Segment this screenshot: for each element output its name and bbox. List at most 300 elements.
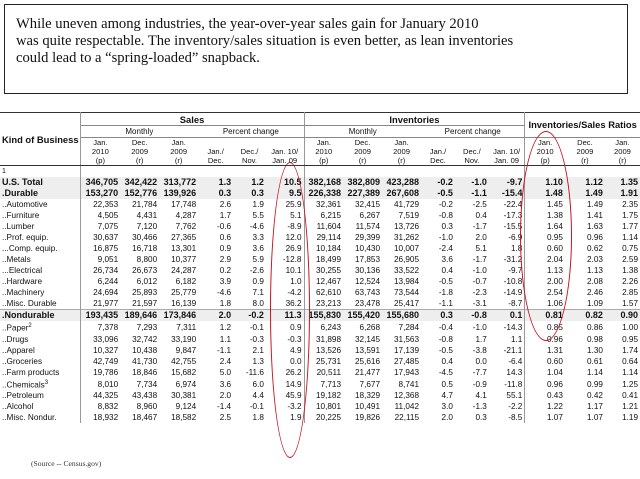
table-cell: 21,597 bbox=[132, 299, 158, 308]
table-cell: 17,139 bbox=[394, 345, 420, 355]
table-cell: 382,168 bbox=[304, 177, 343, 188]
row-label: ..Prof. equip. bbox=[0, 232, 80, 243]
table-cell: 346,705 bbox=[80, 177, 120, 188]
table-cell: 27,365 bbox=[171, 233, 197, 242]
table-cell: 1.14 bbox=[622, 367, 638, 377]
table-cell: 1.75 bbox=[622, 211, 638, 220]
table-cell: 0.9 bbox=[266, 321, 304, 334]
row-label: .Durable bbox=[0, 188, 80, 199]
table-cell: -2.5 bbox=[472, 200, 487, 209]
table-cell: 5.0 bbox=[219, 367, 232, 377]
table-cell: 63,743 bbox=[354, 288, 381, 297]
inv-percent-subheader: Percent change bbox=[421, 126, 525, 138]
table-cell: -0.1 bbox=[249, 322, 264, 332]
table-cell: 0.95 bbox=[546, 233, 563, 242]
table-cell: -0.2 bbox=[438, 200, 453, 209]
table-cell: 0.0 bbox=[475, 356, 487, 366]
table-cell: 1.9 bbox=[252, 200, 264, 209]
table-cell: 1.48 bbox=[525, 188, 565, 199]
table-cell: 0.99 bbox=[587, 379, 603, 389]
table-cell: 25,779 bbox=[171, 288, 197, 297]
table-cell: -3.2 bbox=[266, 401, 304, 412]
table-cell: 21,477 bbox=[354, 367, 381, 377]
table-cell: 6,267 bbox=[359, 211, 381, 220]
col-inv-jan-2009-r: Jan. 2009 (r) bbox=[382, 138, 421, 166]
table-cell: 30,381 bbox=[171, 391, 197, 401]
row-label: ..Drugs bbox=[0, 334, 80, 345]
table-cell: 1.63 bbox=[587, 222, 603, 231]
table-cell: 1.1 bbox=[219, 334, 232, 344]
table-cell: 7,284 bbox=[398, 322, 420, 332]
table-cell: 43,438 bbox=[132, 391, 158, 401]
footnote-marker: 1 bbox=[0, 166, 80, 178]
table-cell: 20,511 bbox=[316, 367, 342, 377]
table-cell: 11,574 bbox=[355, 222, 381, 231]
table-cell: 1.41 bbox=[587, 211, 603, 220]
table-cell: 4,431 bbox=[136, 211, 158, 220]
table-cell: 0.96 bbox=[546, 379, 563, 389]
table-cell: 0.3 bbox=[421, 310, 455, 322]
table-cell: 1.45 bbox=[546, 200, 563, 209]
table-cell: 15,682 bbox=[171, 367, 197, 377]
table-cell: 10.1 bbox=[266, 265, 304, 276]
table-cell: -3.8 bbox=[472, 345, 487, 355]
table-cell: 11,042 bbox=[394, 402, 420, 412]
table-cell: 7,311 bbox=[176, 322, 197, 332]
table-cell: 152,776 bbox=[120, 188, 159, 199]
table-cell: 10,430 bbox=[354, 244, 381, 253]
table-cell: 23,213 bbox=[315, 299, 342, 308]
row-label: ..Petroleum bbox=[0, 390, 80, 401]
table-cell: 13,591 bbox=[354, 345, 381, 355]
table-cell: -11.8 bbox=[489, 378, 525, 391]
table-cell: -1.3 bbox=[472, 402, 487, 412]
table-cell: -0.2 bbox=[233, 310, 266, 322]
table-cell: 1.35 bbox=[605, 177, 640, 188]
table-cell: 14.9 bbox=[266, 378, 304, 391]
table-cell: 1.30 bbox=[587, 345, 603, 355]
table-cell: 7,713 bbox=[320, 379, 342, 389]
col-inv-jan-dec: Jan./ Dec. bbox=[421, 138, 455, 166]
table-cell: -10.8 bbox=[489, 276, 525, 287]
table-cell: 44,325 bbox=[93, 391, 119, 401]
row-label: ..Chemicals$^3$ bbox=[0, 378, 80, 391]
table-cell: 41,730 bbox=[132, 356, 158, 366]
table-cell: -1.0 bbox=[455, 177, 489, 188]
table-cell: 1.07 bbox=[587, 413, 603, 423]
table-cell: -0.8 bbox=[455, 310, 489, 322]
table-cell: 1.22 bbox=[546, 402, 563, 412]
table-cell: 18,467 bbox=[132, 413, 158, 423]
col-inv-jan-2010-p: Jan. 2010 (p) bbox=[304, 138, 343, 166]
table-cell: 2.0 bbox=[441, 413, 453, 423]
ratios-header: Inventories/Sales Ratios bbox=[525, 113, 640, 138]
table-cell: 33,522 bbox=[394, 266, 420, 275]
table-cell: 12.0 bbox=[266, 232, 304, 243]
kind-of-business-header: Kind of Business bbox=[0, 113, 80, 166]
table-cell: 1.10 bbox=[525, 177, 565, 188]
table-cell: 3.6 bbox=[252, 244, 264, 253]
table-cell: 18,932 bbox=[93, 413, 119, 423]
table-cell: 2.0 bbox=[219, 391, 232, 401]
table-cell: -21.1 bbox=[489, 345, 525, 356]
table-cell: -12.8 bbox=[266, 254, 304, 265]
table-cell: -14.9 bbox=[489, 287, 525, 298]
row-label: ..Furniture bbox=[0, 210, 80, 221]
row-label: .Nondurable bbox=[0, 310, 80, 322]
table-cell: -31.2 bbox=[489, 254, 525, 265]
table-cell: 6,974 bbox=[175, 379, 197, 389]
table-cell: -8.5 bbox=[489, 412, 525, 423]
table-cell: -2.2 bbox=[489, 401, 525, 412]
table-row bbox=[0, 345, 640, 356]
table-cell: 42,755 bbox=[171, 356, 197, 366]
table-cell: 13,984 bbox=[394, 277, 420, 286]
row-label: ...Electrical bbox=[0, 265, 80, 276]
table-cell: -1.1 bbox=[216, 345, 232, 355]
table-cell: -0.5 bbox=[438, 277, 453, 286]
table-cell: 0.60 bbox=[546, 356, 563, 366]
table-cell: 1.38 bbox=[546, 211, 563, 220]
table-cell: -11.6 bbox=[245, 367, 264, 377]
table-cell: 1.07 bbox=[546, 413, 563, 423]
table-cell: -0.6 bbox=[216, 222, 232, 231]
col-ratio-dec-2009-r: Dec. 2009 (r) bbox=[565, 138, 605, 166]
table-cell: 8,832 bbox=[97, 402, 119, 412]
table-cell: 4,287 bbox=[175, 211, 197, 220]
table-cell: 0.4 bbox=[441, 356, 453, 366]
table-cell: 173,846 bbox=[159, 310, 198, 322]
table-cell: 0.42 bbox=[587, 391, 603, 401]
table-cell: 1.49 bbox=[587, 200, 603, 209]
table-cell: 12,467 bbox=[315, 277, 342, 286]
table-cell: 19,786 bbox=[93, 367, 119, 377]
table-cell: 2.1 bbox=[252, 345, 264, 355]
row-label: ..Apparel bbox=[0, 345, 80, 356]
table-cell: 1.31 bbox=[546, 345, 563, 355]
table-cell: -15.4 bbox=[489, 188, 525, 199]
table-cell: -0.3 bbox=[266, 334, 304, 345]
table-cell: 382,809 bbox=[343, 177, 382, 188]
col-inv-dec-2009-r: Dec. 2009 (r) bbox=[343, 138, 382, 166]
table-cell: -0.4 bbox=[438, 322, 453, 332]
table-cell: 1.12 bbox=[565, 177, 605, 188]
table-cell: 1.14 bbox=[587, 367, 603, 377]
table-row bbox=[0, 378, 640, 391]
table-cell: 3.6 bbox=[441, 255, 453, 264]
table-cell: 5.9 bbox=[252, 255, 264, 264]
row-label: ..Lumber bbox=[0, 221, 80, 232]
table-cell: 2.59 bbox=[622, 255, 638, 264]
table-cell: 2.85 bbox=[622, 288, 638, 297]
table-cell: 30,255 bbox=[315, 266, 342, 275]
table-cell: 10,377 bbox=[171, 255, 197, 264]
table-cell: 22,115 bbox=[394, 413, 420, 423]
table-cell: 9,051 bbox=[97, 255, 119, 264]
col-jan-dec: Jan./ Dec. bbox=[198, 138, 233, 166]
table-cell: 8,960 bbox=[136, 402, 158, 412]
table-cell: -9.7 bbox=[489, 177, 525, 188]
table-cell: 20,225 bbox=[315, 413, 342, 423]
table-cell: -1.7 bbox=[472, 255, 487, 264]
table-cell: 8,741 bbox=[398, 379, 420, 389]
table-cell: 1.74 bbox=[622, 345, 638, 355]
table-cell: 0.98 bbox=[587, 334, 603, 344]
table-cell: 1.57 bbox=[622, 299, 638, 308]
table-cell: 32,742 bbox=[132, 334, 158, 344]
table-cell: 0.61 bbox=[587, 356, 603, 366]
table-cell: -1.0 bbox=[438, 233, 453, 242]
table-cell: -7.7 bbox=[472, 367, 487, 377]
col-inv-jan10-jan09: Jan. 10/ Jan. 09 bbox=[489, 138, 525, 166]
table-cell: 0.3 bbox=[233, 188, 266, 199]
table-cell: 2.6 bbox=[219, 200, 232, 209]
table-cell: 1.91 bbox=[605, 188, 640, 199]
row-label: ..Metals bbox=[0, 254, 80, 265]
table-row bbox=[0, 367, 640, 378]
table-cell: 1.14 bbox=[622, 233, 638, 242]
table-cell: 24,694 bbox=[93, 288, 119, 297]
table-cell: 155,420 bbox=[343, 310, 382, 322]
table-cell: 27,485 bbox=[394, 356, 420, 366]
table-cell: 7,378 bbox=[97, 322, 119, 332]
table-cell: 3.3 bbox=[252, 233, 264, 242]
table-cell: 10,007 bbox=[394, 244, 420, 253]
table-cell: 12,368 bbox=[394, 391, 420, 401]
table-cell: 3.0 bbox=[441, 402, 453, 412]
row-label: ..Paper$^2$ bbox=[0, 321, 80, 334]
table-cell: 1.06 bbox=[546, 299, 563, 308]
table-cell: 26,673 bbox=[132, 266, 158, 275]
table-cell: 30,637 bbox=[93, 233, 119, 242]
table-cell: 0.4 bbox=[441, 266, 453, 275]
table-cell: 1.1 bbox=[489, 334, 525, 345]
table-cell: 32,415 bbox=[354, 200, 381, 209]
table-cell: 4.4 bbox=[252, 391, 264, 401]
table-cell: 8.0 bbox=[252, 299, 264, 308]
table-cell: 31,262 bbox=[394, 233, 420, 242]
table-cell: 1.77 bbox=[622, 222, 638, 231]
table-cell: 2.04 bbox=[546, 255, 563, 264]
table-cell: 21,977 bbox=[93, 299, 119, 308]
table-row bbox=[0, 390, 640, 401]
table-cell: 267,608 bbox=[382, 188, 421, 199]
table-cell: -2.6 bbox=[249, 266, 264, 275]
table-cell: 26,734 bbox=[93, 266, 119, 275]
table-cell: -0.3 bbox=[249, 334, 264, 344]
table-cell: 5.1 bbox=[475, 244, 487, 253]
table-cell: -8.7 bbox=[489, 298, 525, 310]
table-cell: 342,422 bbox=[120, 177, 159, 188]
table-cell: 1.49 bbox=[565, 188, 605, 199]
table-cell: -4.6 bbox=[249, 222, 264, 231]
table-cell: 18,329 bbox=[354, 391, 381, 401]
table-cell: 1.3 bbox=[252, 356, 264, 366]
table-cell: -15.5 bbox=[489, 221, 525, 232]
source-note: (Source -- Census.gov) bbox=[31, 459, 102, 468]
table-cell: 1.17 bbox=[587, 402, 603, 412]
table-cell: 18,582 bbox=[171, 413, 197, 423]
table-row bbox=[0, 401, 640, 412]
table-cell: 155,680 bbox=[382, 310, 421, 322]
table-cell: 153,270 bbox=[80, 188, 120, 199]
table-cell: 42,749 bbox=[93, 356, 119, 366]
col-inv-dec-nov: Dec./ Nov. bbox=[455, 138, 489, 166]
table-cell: 19,826 bbox=[354, 413, 381, 423]
table-cell: 1.00 bbox=[622, 322, 638, 332]
table-cell: 6,243 bbox=[320, 322, 342, 332]
table-cell: 10,327 bbox=[93, 345, 119, 355]
commentary-callout bbox=[4, 4, 628, 94]
table-cell: 21,784 bbox=[132, 200, 158, 209]
table-cell: 10,184 bbox=[315, 244, 342, 253]
table-cell: 25,731 bbox=[315, 356, 342, 366]
table-cell: 25.9 bbox=[266, 199, 304, 210]
table-cell: 6,012 bbox=[136, 277, 158, 286]
table-cell: 1.9 bbox=[266, 412, 304, 423]
table-cell: 1.3 bbox=[198, 177, 233, 188]
table-cell: 26,905 bbox=[394, 255, 420, 264]
row-label: ...Comp. equip. bbox=[0, 243, 80, 254]
ratio-highlight-ellipse bbox=[520, 131, 572, 341]
table-cell: -3.1 bbox=[472, 299, 487, 308]
row-label: ..Farm products bbox=[0, 367, 80, 378]
table-cell: 8,010 bbox=[97, 379, 119, 389]
inv-monthly-subheader: Monthly bbox=[304, 126, 421, 138]
table-cell: 423,288 bbox=[382, 177, 421, 188]
table-cell: 1.21 bbox=[622, 402, 638, 412]
table-cell: -0.5 bbox=[438, 345, 453, 355]
table-cell: 25,616 bbox=[354, 356, 381, 366]
table-cell: 1.25 bbox=[622, 379, 638, 389]
table-cell: 6.0 bbox=[252, 379, 264, 389]
table-cell: -0.2 bbox=[421, 177, 455, 188]
table-cell: 0.62 bbox=[587, 244, 603, 253]
table-cell: 0.3 bbox=[198, 188, 233, 199]
table-cell: 1.7 bbox=[475, 334, 487, 344]
table-cell: -4.2 bbox=[266, 287, 304, 298]
row-label: ..Groceries bbox=[0, 356, 80, 367]
table-cell: -6.4 bbox=[489, 356, 525, 367]
table-cell: -2.4 bbox=[438, 244, 453, 253]
table-cell: 1.38 bbox=[622, 266, 638, 275]
table-cell: 2.26 bbox=[622, 277, 638, 286]
table-cell: 31,898 bbox=[315, 334, 342, 344]
table-cell: -0.7 bbox=[472, 277, 487, 286]
table-cell: 62,610 bbox=[315, 288, 342, 297]
table-cell: 1.8 bbox=[489, 243, 525, 254]
table-cell: 0.9 bbox=[219, 244, 232, 253]
sales-yoy-highlight-ellipse bbox=[270, 162, 310, 458]
table-cell: -4.6 bbox=[216, 288, 232, 297]
table-cell: 7,075 bbox=[97, 222, 119, 231]
table-cell: 3.9 bbox=[219, 277, 232, 286]
table-cell: 7,293 bbox=[136, 322, 158, 332]
table-cell: 1.2 bbox=[233, 177, 266, 188]
table-cell: 16,139 bbox=[171, 299, 197, 308]
table-cell: -1.7 bbox=[472, 222, 487, 231]
table-cell: 1.8 bbox=[252, 413, 264, 423]
table-cell: 11.3 bbox=[266, 310, 304, 322]
col-ratio-jan-2009-r: Jan. 2009 (r) bbox=[605, 138, 640, 166]
table-cell: 0.95 bbox=[622, 334, 638, 344]
table-cell: 31,563 bbox=[394, 334, 420, 344]
col-jan-2010-p: Jan. 2010 (p) bbox=[80, 138, 120, 166]
table-cell: 0.96 bbox=[587, 233, 603, 242]
table-cell: 1.13 bbox=[587, 266, 603, 275]
table-cell: 1.2 bbox=[219, 322, 232, 332]
row-label: U.S. Total bbox=[0, 177, 80, 188]
table-cell: 4.9 bbox=[266, 345, 304, 356]
table-cell: 1.64 bbox=[546, 222, 563, 231]
table-cell: 13,526 bbox=[315, 345, 342, 355]
table-cell: 4.1 bbox=[475, 391, 487, 401]
table-cell: 2.4 bbox=[219, 356, 232, 366]
table-cell: 18,846 bbox=[132, 367, 158, 377]
table-cell: -8.9 bbox=[266, 221, 304, 232]
table-row bbox=[0, 356, 640, 367]
inventories-header: Inventories bbox=[304, 113, 525, 126]
col-jan10-jan09: Jan. 10/ Jan. 09 bbox=[266, 138, 304, 166]
table-cell: -1.0 bbox=[472, 266, 487, 275]
table-cell: 0.86 bbox=[587, 322, 603, 332]
table-cell: 33,190 bbox=[171, 334, 197, 344]
table-cell: 2.08 bbox=[587, 277, 603, 286]
callout-line-2: was quite respectable. The inventory/sales situation is even better, as lean inventories bbox=[16, 33, 514, 49]
table-cell: 0.2 bbox=[219, 266, 232, 275]
table-cell: 0.41 bbox=[622, 391, 638, 401]
table-cell: 32,361 bbox=[315, 200, 342, 209]
col-ratio-jan-2010-p: Jan. 2010 (p) bbox=[525, 138, 565, 166]
table-cell: 139,926 bbox=[159, 188, 198, 199]
table-cell: 4.7 bbox=[441, 391, 453, 401]
table-cell: 0.3 bbox=[441, 222, 453, 231]
row-label: ..Misc. Nondur. bbox=[0, 412, 80, 423]
callout-line-1: While uneven among industries, the year-over-year sales gain for January 2010 bbox=[16, 16, 479, 32]
table-cell: 5.5 bbox=[252, 211, 264, 220]
table-cell: -9.7 bbox=[489, 265, 525, 276]
table-cell: 9.5 bbox=[266, 188, 304, 199]
table-cell: 16,718 bbox=[132, 244, 158, 253]
table-cell: 7,519 bbox=[398, 211, 420, 220]
table-cell: 17,853 bbox=[354, 255, 381, 264]
table-cell: -2.3 bbox=[472, 288, 487, 297]
table-cell: 30,466 bbox=[132, 233, 158, 242]
table-cell: 45.9 bbox=[266, 390, 304, 401]
table-cell: -6.9 bbox=[489, 232, 525, 243]
table-cell: 0.90 bbox=[605, 310, 640, 322]
col-dec-nov: Dec./ Nov. bbox=[233, 138, 266, 166]
table-cell: 2.54 bbox=[546, 288, 563, 297]
table-cell: 7,734 bbox=[136, 379, 158, 389]
table-cell: 4,505 bbox=[97, 211, 119, 220]
table-cell: 6,215 bbox=[320, 211, 342, 220]
table-cell: 10,438 bbox=[132, 345, 158, 355]
table-cell: 0.1 bbox=[489, 310, 525, 322]
table-cell: 1.0 bbox=[266, 276, 304, 287]
table-cell: 0.4 bbox=[475, 211, 487, 220]
table-cell: 24,287 bbox=[171, 266, 197, 275]
table-cell: 3.6 bbox=[219, 379, 232, 389]
table-cell: 5.1 bbox=[266, 210, 304, 221]
table-cell: 1.09 bbox=[587, 299, 603, 308]
table-cell: 25,417 bbox=[394, 299, 420, 308]
table-cell: 14.3 bbox=[489, 367, 525, 378]
table-cell: 0.5 bbox=[441, 379, 453, 389]
table-cell: 9,124 bbox=[175, 402, 197, 412]
table-cell: 193,435 bbox=[80, 310, 120, 322]
table-cell: 19,182 bbox=[315, 391, 342, 401]
